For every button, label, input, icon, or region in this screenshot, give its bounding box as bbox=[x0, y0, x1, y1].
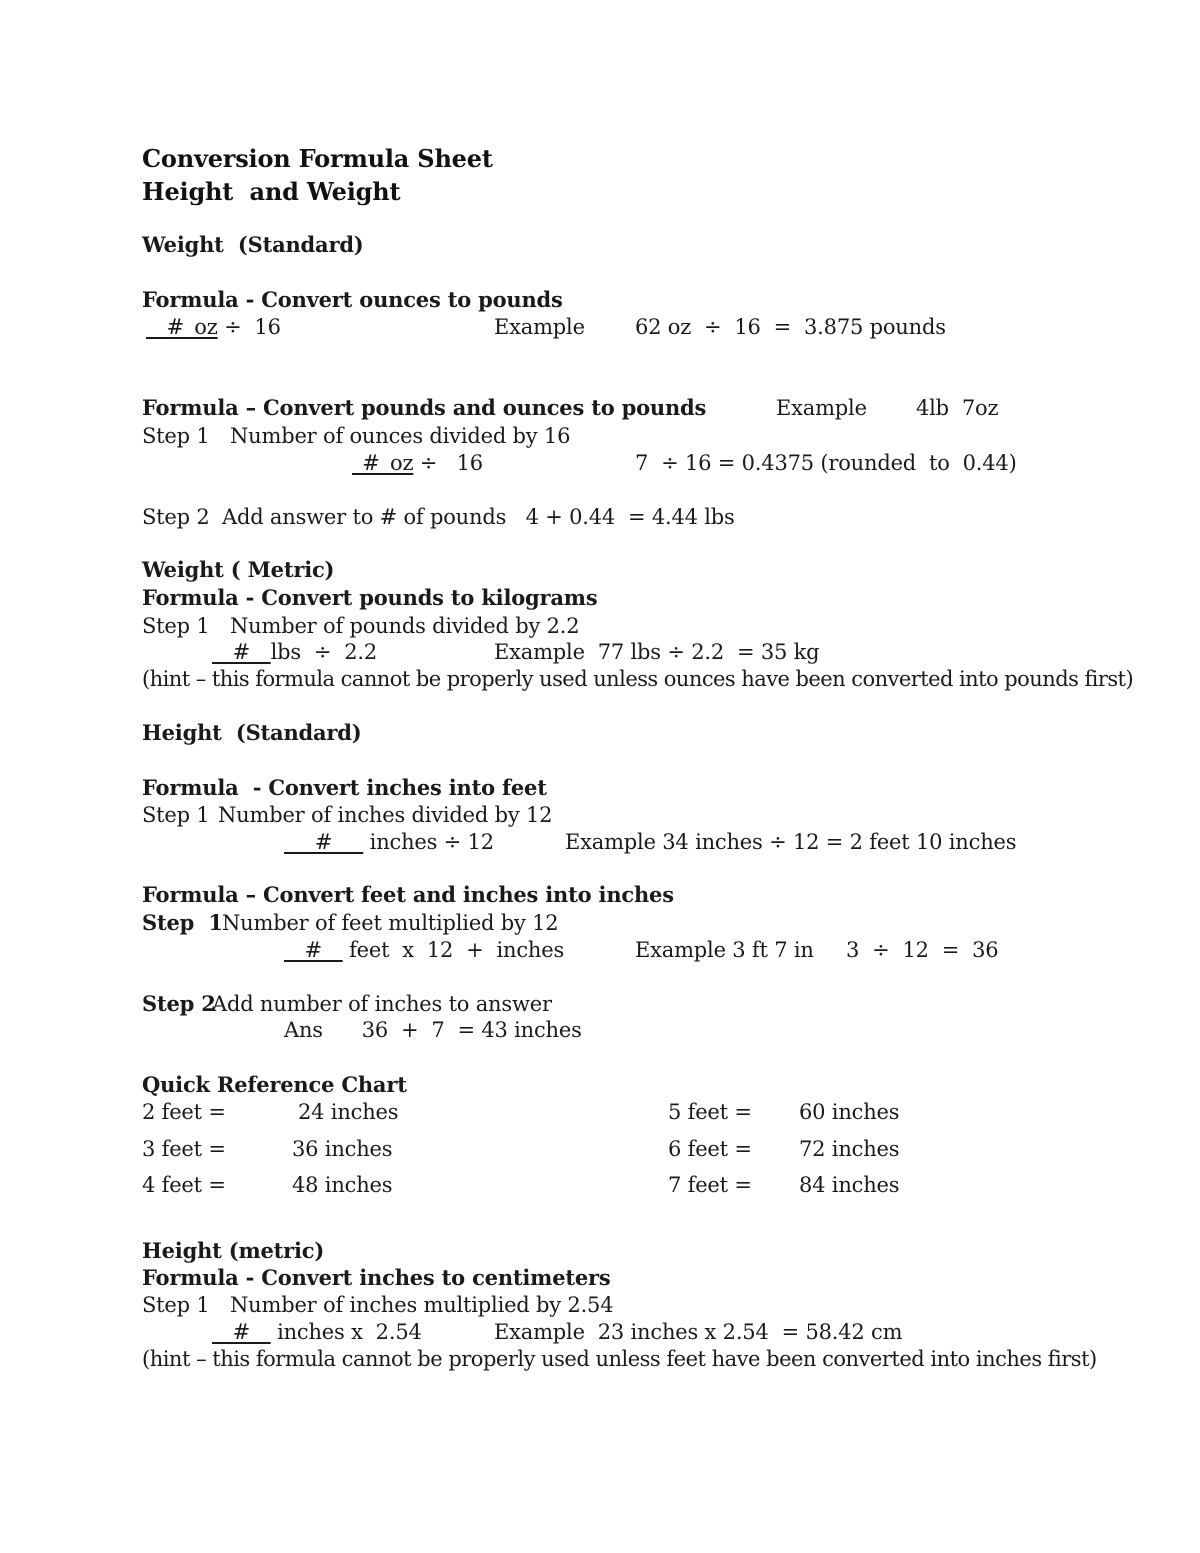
blank-placeholder: __#__ bbox=[212, 640, 271, 664]
ref-left-feet: 2 feet = bbox=[142, 1100, 226, 1124]
step-label: Step 1 bbox=[142, 910, 223, 935]
formula-title-ft-in-to-in: Formula – Convert feet and inches into inches bbox=[142, 882, 674, 907]
formula-expression-rest: lbs ÷ 2.2 bbox=[270, 640, 378, 664]
step-text: Add number of inches to answer bbox=[212, 992, 552, 1016]
formula-title-lb-to-kg: Formula - Convert pounds to kilograms bbox=[142, 585, 598, 610]
formula-expression bbox=[284, 829, 494, 855]
formula-expression bbox=[284, 937, 564, 963]
example-value: 62 oz ÷ 16 = 3.875 pounds bbox=[635, 315, 946, 339]
step-label: Step 1 bbox=[142, 424, 210, 448]
example-value: Example 3 ft 7 in 3 ÷ 12 = 36 bbox=[635, 938, 999, 962]
answer-line: Ans 36 + 7 = 43 inches bbox=[284, 1018, 582, 1042]
formula-expression bbox=[212, 639, 377, 665]
formula-expression-rest: inches ÷ 12 bbox=[363, 830, 494, 854]
formula-title-oz-to-lb: Formula - Convert ounces to pounds bbox=[142, 287, 563, 312]
step-label: Step 1 bbox=[142, 803, 210, 827]
ref-right-feet: 5 feet = bbox=[668, 1100, 752, 1124]
document-title: Conversion Formula Sheet bbox=[142, 144, 493, 173]
ref-left-inches: 36 inches bbox=[292, 1137, 393, 1161]
section-heading-quick-reference: Quick Reference Chart bbox=[142, 1072, 407, 1097]
example-value: Example 77 lbs ÷ 2.2 = 35 kg bbox=[494, 640, 820, 664]
example-value: Example 23 inches x 2.54 = 58.42 cm bbox=[494, 1320, 903, 1344]
step-text: Number of ounces divided by 16 bbox=[230, 424, 571, 448]
section-heading-weight-metric: Weight ( Metric) bbox=[142, 557, 335, 582]
ref-right-inches: 72 inches bbox=[799, 1137, 900, 1161]
blank-placeholder: __#__ bbox=[284, 938, 343, 962]
formula-title-in-to-ft: Formula - Convert inches into feet bbox=[142, 775, 547, 800]
section-heading-height-metric: Height (metric) bbox=[142, 1238, 325, 1263]
ref-left-inches: 48 inches bbox=[292, 1173, 393, 1197]
step-text: Number of inches multiplied by 2.54 bbox=[230, 1293, 614, 1317]
ref-right-inches: 84 inches bbox=[799, 1173, 900, 1197]
ref-right-feet: 6 feet = bbox=[668, 1137, 752, 1161]
example-value: 7 ÷ 16 = 0.4375 (rounded to 0.44) bbox=[635, 451, 1017, 475]
formula-title-in-to-cm: Formula - Convert inches to centimeters bbox=[142, 1265, 611, 1290]
formula-expression bbox=[352, 450, 483, 476]
formula-expression-rest: ÷ 16 bbox=[217, 315, 281, 339]
example-label: Example bbox=[494, 315, 585, 339]
step-text: Add answer to # of pounds 4 + 0.44 = 4.44 lbs bbox=[222, 505, 735, 529]
formula-expression-rest: ÷ 16 bbox=[413, 451, 483, 475]
formula-expression bbox=[212, 1319, 422, 1345]
ref-right-feet: 7 feet = bbox=[668, 1173, 752, 1197]
ref-left-feet: 3 feet = bbox=[142, 1137, 226, 1161]
section-heading-weight-standard: Weight (Standard) bbox=[142, 232, 364, 257]
document-subtitle: Height and Weight bbox=[142, 177, 401, 206]
formula-expression-rest: inches x 2.54 bbox=[270, 1320, 422, 1344]
step-label: Step 2 bbox=[142, 991, 216, 1016]
step-label: Step 1 bbox=[142, 614, 210, 638]
example-value: 4lb 7oz bbox=[916, 396, 999, 420]
hint-text: (hint – this formula cannot be properly used unless feet have been converted into inches first) bbox=[142, 1347, 1097, 1371]
step-text: Number of feet multiplied by 12 bbox=[222, 911, 559, 935]
ref-left-inches: 24 inches bbox=[298, 1100, 399, 1124]
step-label: Step 1 bbox=[142, 1293, 210, 1317]
step-label: Step 2 bbox=[142, 505, 210, 529]
blank-placeholder: __#_oz bbox=[146, 315, 218, 339]
example-label: Example bbox=[776, 396, 867, 420]
ref-right-inches: 60 inches bbox=[799, 1100, 900, 1124]
example-value: Example 34 inches ÷ 12 = 2 feet 10 inches bbox=[565, 830, 1017, 854]
step-text: Number of pounds divided by 2.2 bbox=[230, 614, 580, 638]
formula-expression bbox=[146, 314, 281, 340]
ref-left-feet: 4 feet = bbox=[142, 1173, 226, 1197]
blank-placeholder: __#__ bbox=[212, 1320, 271, 1344]
step-text: Number of inches divided by 12 bbox=[218, 803, 553, 827]
blank-placeholder: _#_oz bbox=[352, 451, 414, 475]
section-heading-height-standard: Height (Standard) bbox=[142, 720, 362, 745]
blank-placeholder: ___#___ bbox=[284, 830, 364, 854]
formula-expression-rest: feet x 12 + inches bbox=[342, 938, 565, 962]
formula-title-lb-oz-to-lb: Formula – Convert pounds and ounces to pounds bbox=[142, 395, 707, 420]
hint-text: (hint – this formula cannot be properly used unless ounces have been converted into pounds first) bbox=[142, 667, 1134, 691]
